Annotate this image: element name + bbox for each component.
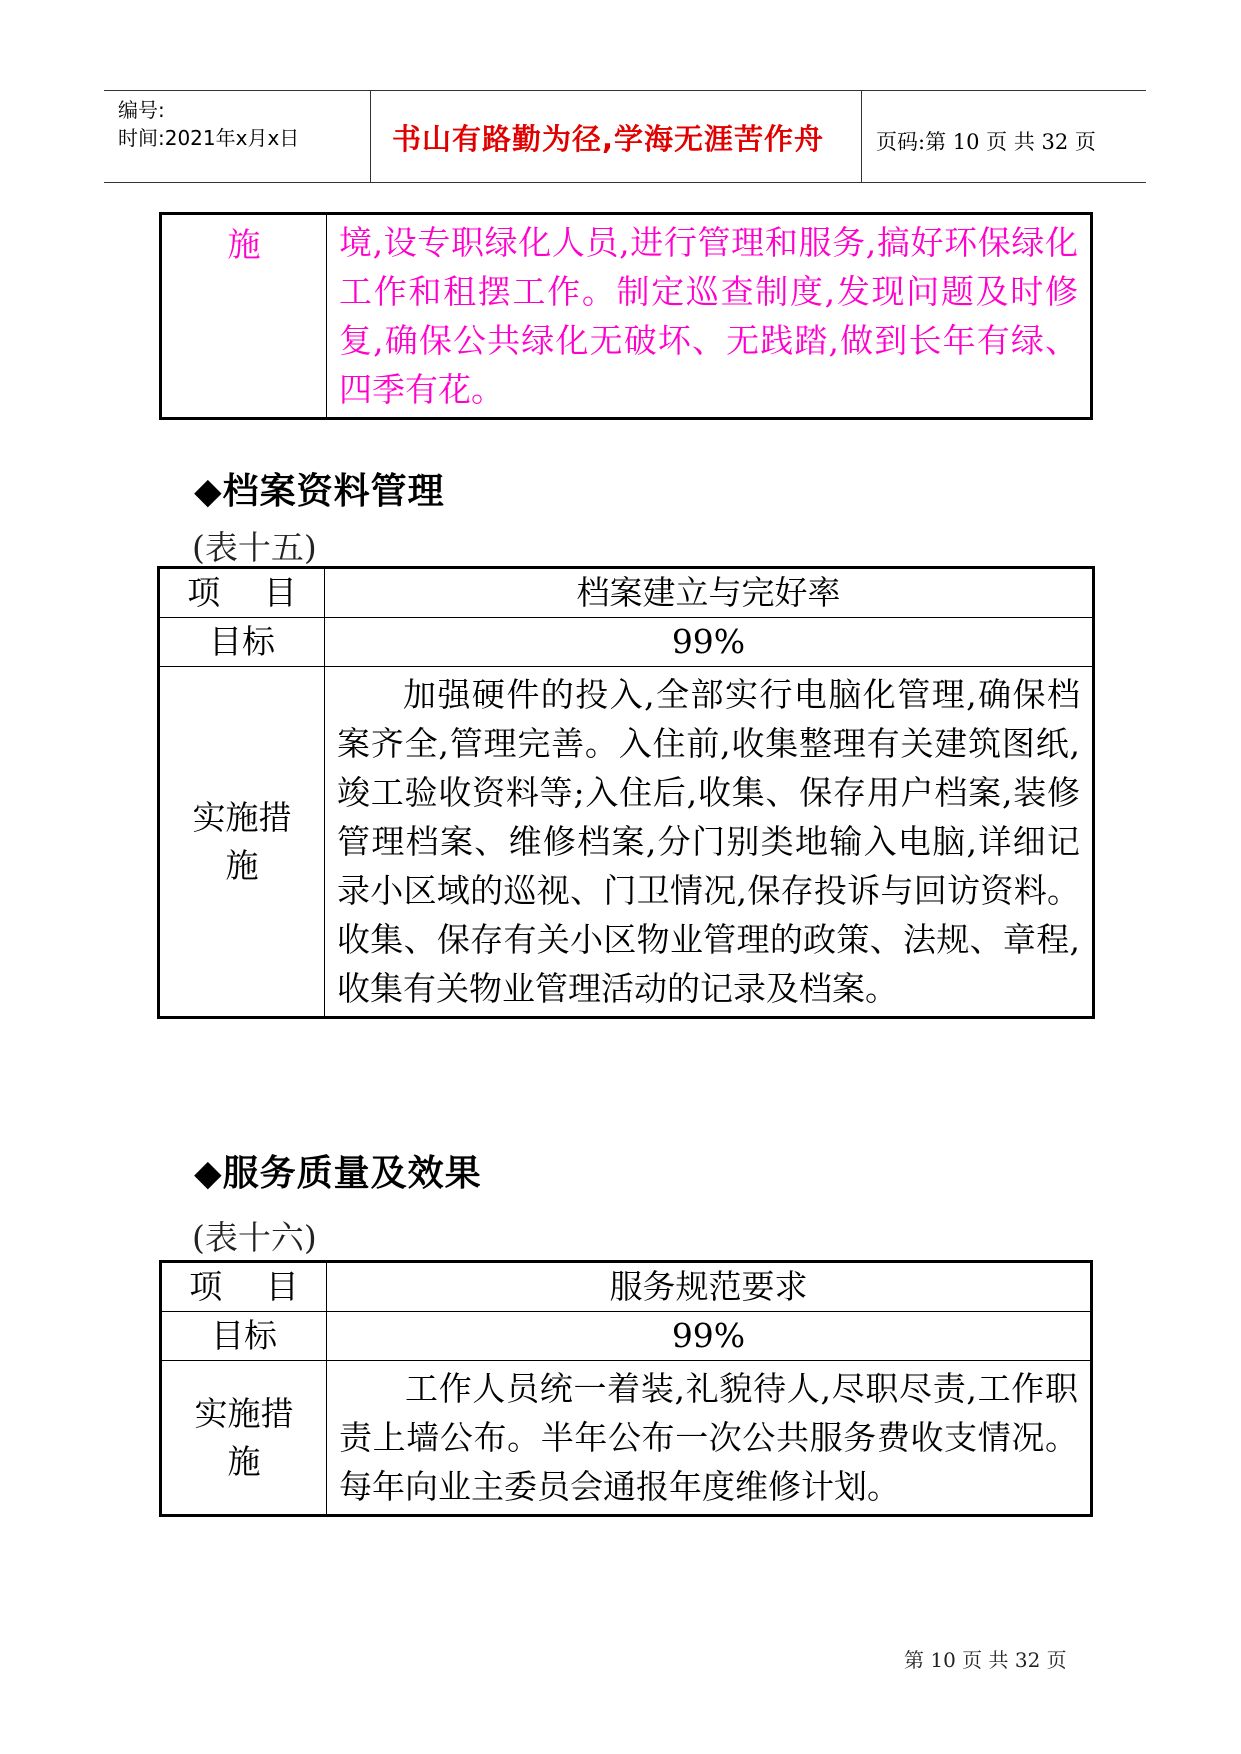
header-divider-left [370,90,371,182]
section-heading-service-quality: ◆服务质量及效果 [194,1153,482,1194]
measures-label-line2: 施 [225,845,259,885]
measures-label-line1: 实施措 [194,1393,294,1433]
measures-label-line2: 施 [227,1441,261,1481]
table-15 [157,566,1095,1019]
item-value: 档案建立与完好率 [325,568,1094,618]
header-motto: 书山有路勤为径,学海无涯苦作舟 [392,122,825,156]
measures-text: 加强硬件的投入,全部实行电脑化管理,确保档案齐全,管理完善。入住前,收集整理有关建筑图纸,竣工验收资料等;入住后,收集、保存用户档案,装修管理档案、维修档案,分门别类地输入电脑,详细记录小区域的巡视、门卫情况,保存投诉与回访资料。收集、保存有关小区物业管理的政策、法规、章程,收集有关物业管理活动的记录及档案。 [325,667,1094,1018]
measures-label [159,667,325,1018]
header-divider-right [861,90,862,182]
item-label: 项 目 [159,568,325,618]
header-bottom-rule [104,182,1146,183]
header-top-rule [104,90,1146,91]
measures-text: 工作人员统一着装,礼貌待人,尽职尽责,工作职责上墙公布。半年公布一次公共服务费收支情况。每年向业主委员会通报年度维修计划。 [327,1361,1092,1516]
item-label: 项 目 [161,1262,327,1312]
section-heading-archives: ◆档案资料管理 [194,471,445,512]
item-value: 服务规范要求 [327,1262,1092,1312]
target-label: 目标 [159,618,325,667]
table-continuation [159,212,1093,420]
target-label: 目标 [161,1312,327,1361]
measures-text-cont: 境,设专职绿化人员,进行管理和服务,搞好环保绿化工作和租摆工作。制定巡查制度,发现问题及时修复,确保公共绿化无破坏、无践踏,做到长年有绿、四季有花。 [327,214,1092,419]
measures-label [161,1361,327,1516]
target-value: 99% [327,1312,1092,1361]
target-value: 99% [325,618,1094,667]
measures-label-cont: 施 [161,214,327,419]
measures-label-line1: 实施措 [192,797,292,837]
table-16 [159,1260,1093,1517]
footer-page-number: 第 10 页 共 32 页 [904,1648,1067,1672]
header-page-number: 页码:第 10 页 共 32 页 [876,130,1096,154]
doc-number-label: 编号: [118,98,165,122]
doc-time-label: 时间:2021年x月x日 [118,126,300,150]
table-caption-15: (表十五) [192,528,317,567]
table-caption-16: (表十六) [192,1218,317,1257]
